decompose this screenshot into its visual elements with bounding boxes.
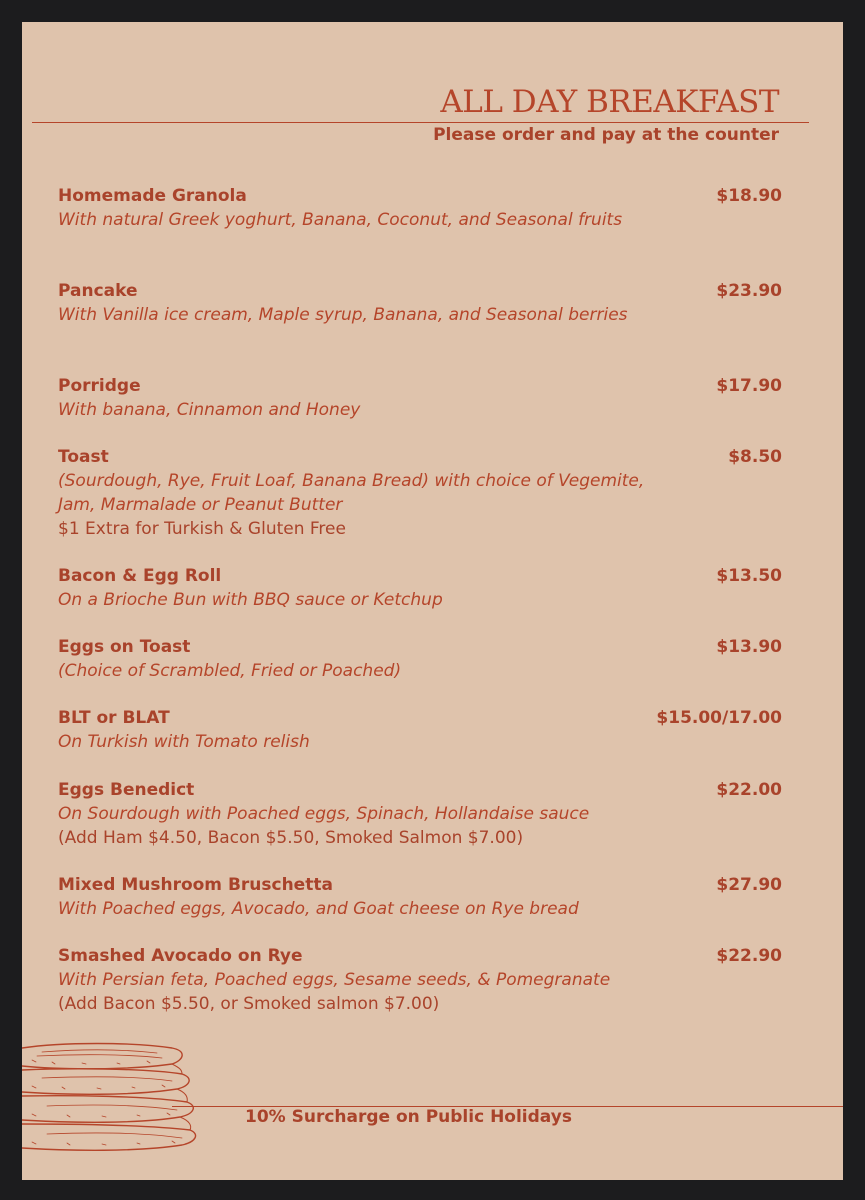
item-price: $23.90 <box>716 281 782 301</box>
item-description: With Vanilla ice cream, Maple syrup, Banana, and Seasonal berries <box>58 305 628 325</box>
menu-subtitle: Please order and pay at the counter <box>433 125 779 145</box>
item-name: Toast <box>58 447 109 467</box>
item-note: $1 Extra for Turkish & Gluten Free <box>58 519 346 539</box>
menu-item <box>58 564 782 612</box>
surcharge-note: 10% Surcharge on Public Holidays <box>245 1107 572 1127</box>
item-name: Eggs Benedict <box>58 780 195 800</box>
item-description: With Persian feta, Poached eggs, Sesame seeds, & Pomegranate <box>58 970 611 990</box>
menu-item <box>58 635 782 683</box>
item-price: $13.50 <box>716 566 782 586</box>
title-divider <box>32 122 809 123</box>
item-price: $27.90 <box>716 875 782 895</box>
item-note: (Add Bacon $5.50, or Smoked salmon $7.00) <box>58 994 440 1014</box>
item-note: (Add Ham $4.50, Bacon $5.50, Smoked Salmon $7.00) <box>58 828 524 848</box>
menu-item <box>58 279 782 327</box>
item-price: $22.90 <box>716 946 782 966</box>
item-price: $22.00 <box>716 780 782 800</box>
item-description: On a Brioche Bun with BBQ sauce or Ketchup <box>58 590 443 610</box>
item-price: $17.90 <box>716 376 782 396</box>
item-description: With natural Greek yoghurt, Banana, Coconut, and Seasonal fruits <box>58 210 623 230</box>
menu-page <box>22 22 843 1180</box>
item-price: $13.90 <box>716 637 782 657</box>
item-price: $18.90 <box>716 186 782 206</box>
item-description: On Sourdough with Poached eggs, Spinach, Hollandaise sauce <box>58 804 590 824</box>
item-name: Homemade Granola <box>58 186 247 206</box>
item-name: Porridge <box>58 376 141 396</box>
item-name: Bacon & Egg Roll <box>58 566 222 586</box>
item-description: (Sourdough, Rye, Fruit Loaf, Banana Bread) with choice of Vegemite, Jam, Marmalade or Peanut Butter <box>58 471 645 515</box>
item-description: On Turkish with Tomato relish <box>58 732 310 752</box>
item-name: Eggs on Toast <box>58 637 191 657</box>
item-description: With Poached eggs, Avocado, and Goat cheese on Rye bread <box>58 899 579 919</box>
item-description: (Choice of Scrambled, Fried or Poached) <box>58 661 402 681</box>
item-name: Pancake <box>58 281 138 301</box>
item-name: Mixed Mushroom Bruschetta <box>58 875 333 895</box>
item-price: $15.00/17.00 <box>656 708 782 728</box>
pancake-stack-icon <box>22 1040 202 1160</box>
item-price: $8.50 <box>728 447 782 467</box>
menu-item <box>58 706 782 754</box>
item-name: Smashed Avocado on Rye <box>58 946 303 966</box>
menu-item <box>58 374 782 422</box>
menu-item <box>58 445 782 541</box>
menu-item <box>58 778 782 850</box>
menu-item <box>58 184 782 232</box>
item-name: BLT or BLAT <box>58 708 170 728</box>
menu-item <box>58 873 782 921</box>
menu-item <box>58 944 782 1016</box>
menu-title: ALL DAY BREAKFAST <box>440 84 779 120</box>
item-description: With banana, Cinnamon and Honey <box>58 400 361 420</box>
